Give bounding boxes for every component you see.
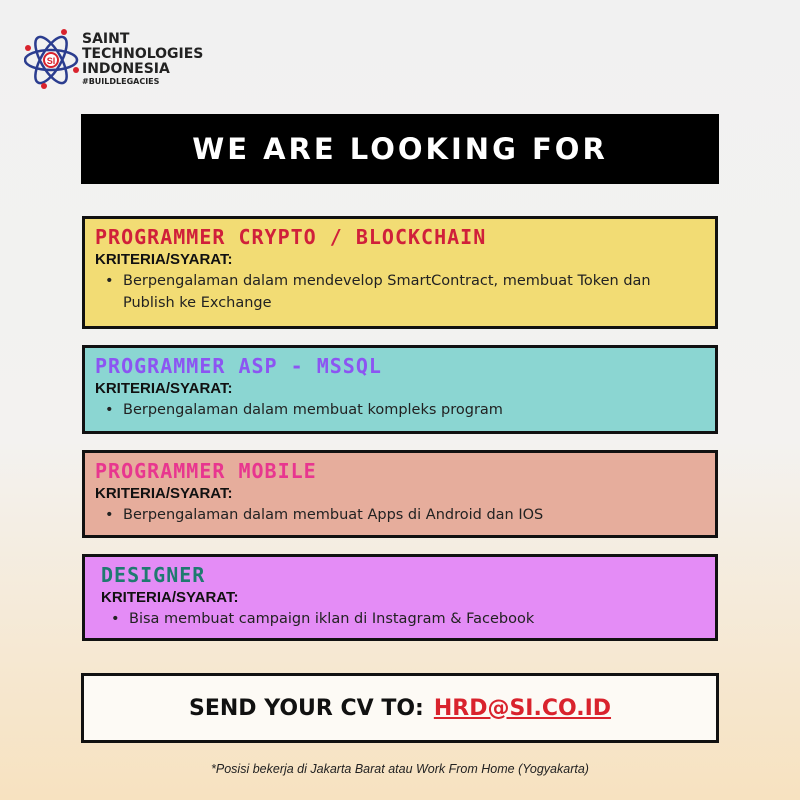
job-card-crypto	[82, 216, 718, 329]
criteria-label: KRITERIA/SYARAT:	[95, 485, 233, 502]
logo-line-2: TECHNOLOGIES	[82, 46, 204, 62]
criteria-item: • Berpengalaman dalam membuat kompleks program	[105, 399, 705, 421]
logo-line-3: INDONESIA	[82, 61, 170, 77]
job-card-mobile	[82, 450, 718, 538]
cv-label: SEND YOUR CV TO:	[188, 695, 424, 721]
headline: WE ARE LOOKING FOR	[192, 132, 608, 166]
atom-logo-icon	[24, 28, 84, 92]
logo-line-1: SAINT	[82, 31, 130, 47]
company-logo	[24, 28, 224, 92]
criteria-label: KRITERIA/SYARAT:	[95, 380, 233, 397]
job-title: PROGRAMMER CRYPTO / BLOCKCHAIN	[95, 225, 487, 249]
criteria-label: KRITERIA/SYARAT:	[101, 589, 239, 606]
job-title: DESIGNER	[101, 563, 206, 587]
criteria-item: • Berpengalaman dalam membuat Apps di Android dan IOS	[105, 504, 705, 526]
job-card-asp	[82, 345, 718, 434]
job-card-designer	[82, 554, 718, 641]
logo-tagline: #BUILDLEGACIES	[82, 77, 160, 86]
footnote: *Posisi bekerja di Jakarta Barat atau Work From Home (Yogyakarta)	[211, 762, 589, 776]
email-link[interactable]: HRD@SI.CO.ID	[433, 695, 612, 721]
job-title: PROGRAMMER ASP - MSSQL	[95, 354, 382, 378]
headline-banner	[81, 114, 719, 184]
criteria-item: • Bisa membuat campaign iklan di Instagram & Facebook	[111, 608, 705, 630]
job-title: PROGRAMMER MOBILE	[95, 459, 317, 483]
criteria-label: KRITERIA/SYARAT:	[95, 251, 233, 268]
criteria-item: • Berpengalaman dalam mendevelop SmartContract, membuat Token dan Publish ke Exchange	[105, 270, 705, 314]
svg-text:SI: SI	[46, 56, 56, 66]
send-cv-banner	[81, 673, 719, 743]
